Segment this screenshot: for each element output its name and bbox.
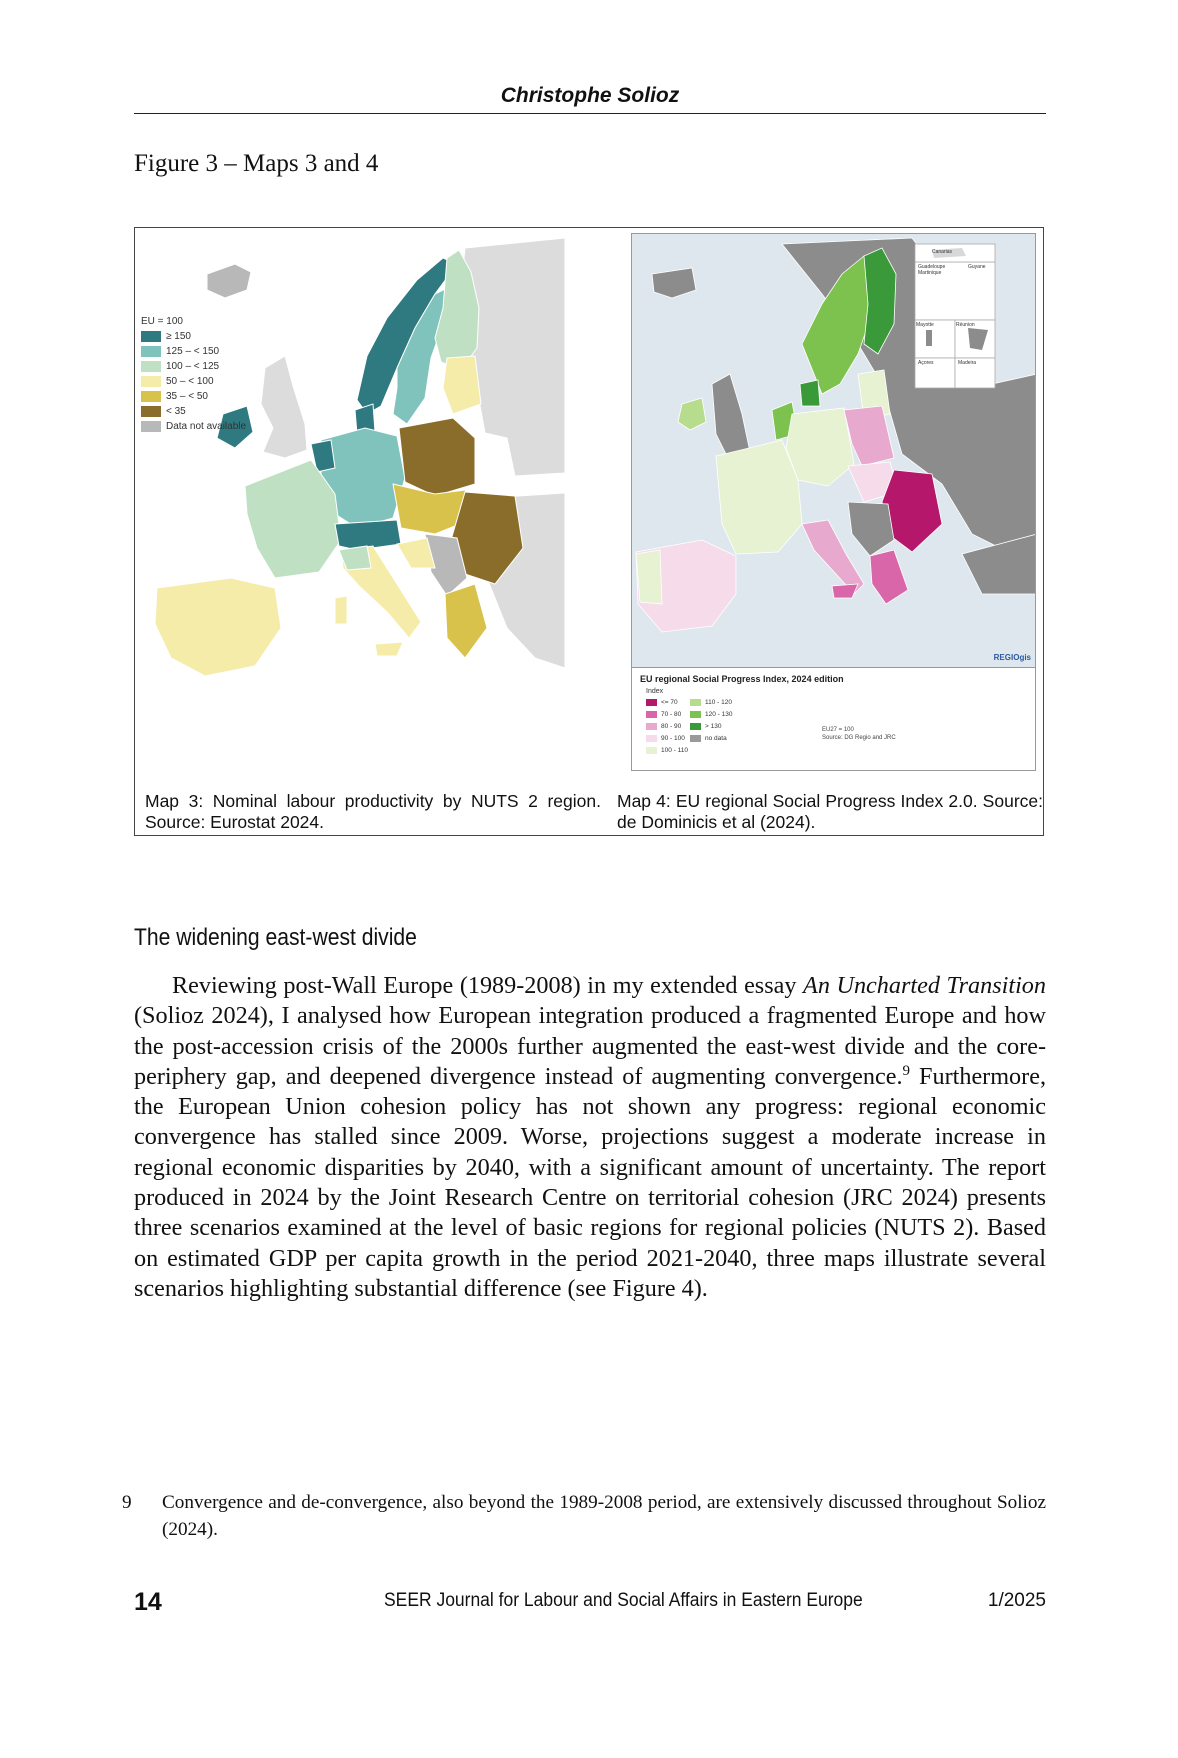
legend-label: 70 - 80 [661, 710, 682, 718]
figure-box [134, 227, 1044, 836]
inset-label: Réunion [956, 322, 975, 328]
map4-caption: Map 4: EU regional Social Progress Index 2.0. Source: de Dominicis et al (2024). [617, 791, 1043, 832]
legend-swatch [646, 699, 657, 706]
legend-label: 100 – < 125 [166, 361, 220, 372]
inset-label: Canarias [932, 249, 953, 255]
body-text-run: Reviewing post-Wall Europe (1989-2008) in my extended essay [172, 972, 804, 999]
legend-label: 80 - 90 [661, 722, 682, 730]
legend-swatch [690, 699, 701, 706]
inset-label: Açores [918, 360, 934, 366]
legend-swatch [690, 711, 701, 718]
legend-swatch [141, 346, 161, 357]
note-line: Source: DG Regio and JRC [822, 735, 896, 741]
legend-item [646, 745, 688, 755]
map-social-progress-index [631, 233, 1036, 668]
legend-label: no data [705, 734, 727, 742]
map3-legend [141, 316, 246, 434]
legend-label: Data not available [166, 421, 247, 432]
legend-label: 125 – < 150 [166, 346, 220, 357]
legend-swatch [690, 735, 701, 742]
journal-issue: 1/2025 [987, 1590, 1046, 1611]
legend-item [141, 329, 246, 344]
legend-item [690, 733, 727, 743]
legend-item [141, 389, 246, 404]
legend-item [646, 733, 685, 743]
map4-legend [631, 668, 1036, 771]
legend-item [690, 697, 732, 707]
legend-item [690, 721, 721, 731]
legend-item [141, 344, 246, 359]
legend-item [141, 404, 246, 419]
legend-swatch [646, 735, 657, 742]
legend-label: < 35 [166, 406, 186, 417]
legend-label: > 130 [705, 722, 722, 730]
legend-label: <= 70 [661, 698, 678, 706]
journal-name: SEER Journal for Labour and Social Affairs in Eastern Europe [384, 1590, 863, 1611]
legend-swatch [141, 331, 161, 342]
legend-swatch [646, 723, 657, 730]
body-paragraph [134, 971, 1046, 1304]
legend-swatch [646, 711, 657, 718]
body-text-run: (Solioz 2024), I analysed how European integration produced a fragmented Europe and how the post-accession crisis of the 2000s further augmented the east-west divide and the core-periphery gap, and deepened divergence instead of augmenting convergence. [134, 1002, 1046, 1090]
legend-label: 90 - 100 [661, 734, 685, 742]
running-header-author: Christophe Solioz [500, 84, 680, 107]
legend-item [646, 721, 681, 731]
footnote-reference[interactable]: 9 [902, 1062, 910, 1079]
legend-swatch [141, 391, 161, 402]
legend-label: ≥ 150 [166, 331, 191, 342]
legend-item [141, 374, 246, 389]
note-line: EU27 = 100 [822, 727, 854, 733]
legend-item [141, 359, 246, 374]
footnote-text: Convergence and de-convergence, also beyond the 1989-2008 period, are extensively discussed throughout Solioz (2024). [162, 1492, 1046, 1540]
footnote-number: 9 [122, 1492, 132, 1513]
legend-label: 110 - 120 [705, 698, 732, 706]
legend-label: 100 - 110 [661, 746, 688, 754]
map4-legend-note [822, 726, 896, 742]
page-number: 14 [134, 1588, 162, 1616]
map4-legend-title: EU regional Social Progress Index, 2024 edition [640, 674, 844, 684]
map3-legend-title: EU = 100 [141, 316, 183, 327]
legend-item [646, 697, 678, 707]
map3-caption: Map 3: Nominal labour productivity by NUTS 2 region. Source: Eurostat 2024. [145, 791, 601, 832]
figure-title: Figure 3 – Maps 3 and 4 [134, 150, 379, 177]
legend-swatch [646, 747, 657, 754]
legend-swatch [141, 361, 161, 372]
map-labour-productivity [135, 228, 565, 728]
legend-swatch [141, 421, 161, 432]
legend-item [690, 709, 732, 719]
legend-item [646, 709, 681, 719]
book-title: An Uncharted Transition [803, 972, 1046, 999]
legend-swatch [141, 376, 161, 387]
regiogis-logo: REGIOgis [993, 653, 1031, 662]
legend-item [141, 419, 246, 434]
legend-label: 120 - 130 [705, 710, 733, 718]
map3-graphic [135, 228, 565, 728]
map4-legend-subtitle: Index [646, 688, 664, 695]
legend-swatch [690, 723, 701, 730]
inset-label: Guadeloupe Martinique [918, 264, 946, 276]
inset-label: Mayotte [916, 322, 934, 328]
legend-label: 35 – < 50 [166, 391, 208, 402]
footnote [122, 1489, 1046, 1543]
map4-graphic [632, 234, 1036, 668]
body-text-run: Furthermore, the European Union cohesion policy has not shown any progress: regional economic convergence has stalled since 2009. Worse, projections suggest a moderate increase in regional economic disparities by 2040, with a significant amount of uncertainty. The report produced in 2024 by the Joint Research Centre on territorial cohesion (JRC 2024) presents three scenarios examined at the level of basic regions for regional policies (NUTS 2). Based on estimated GDP per capita growth in the period 2021-2040, three maps illustrate several scenarios highlighting substantial difference (see Figure 4). [134, 1062, 1046, 1302]
inset-label: Madeira [958, 360, 977, 366]
header-rule [134, 113, 1046, 114]
inset-label: Guyane [968, 264, 986, 270]
section-heading: The widening east-west divide [134, 924, 417, 951]
legend-swatch [141, 406, 161, 417]
legend-label: 50 – < 100 [166, 376, 214, 387]
